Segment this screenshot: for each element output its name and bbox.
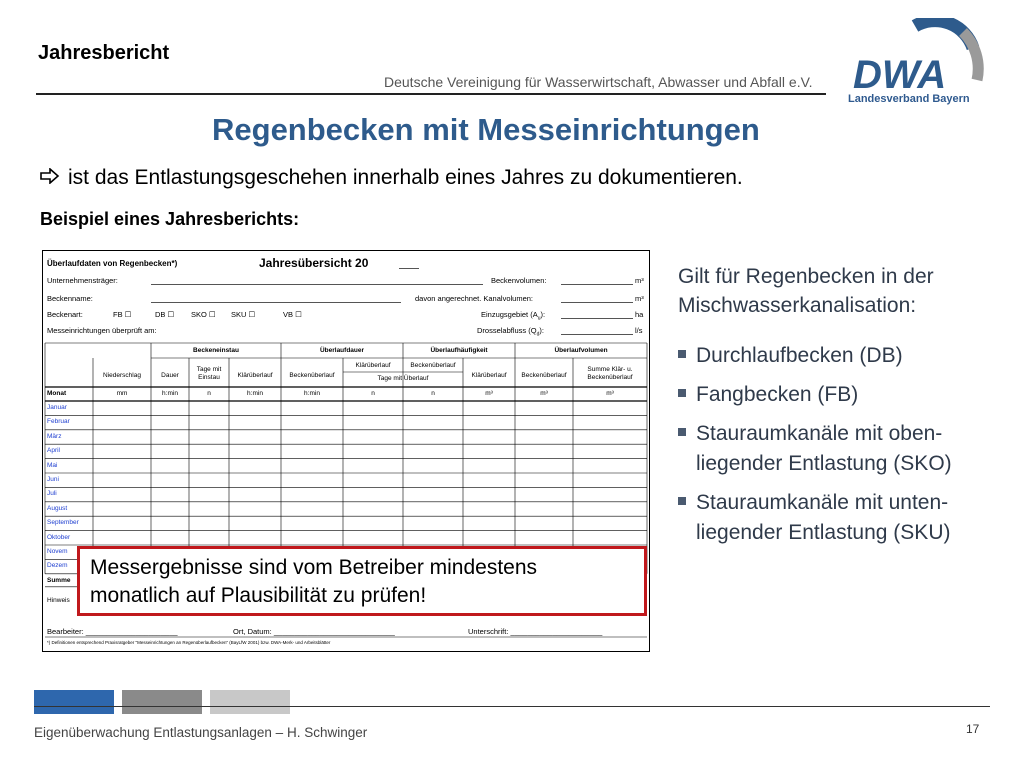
square-bullet-icon: [678, 389, 686, 397]
bearbeiter-field: Bearbeiter: ______________________: [47, 627, 178, 636]
month-row-label: Juli: [47, 490, 57, 498]
square-bullet-icon: [678, 350, 686, 358]
column-header-10: Summe Klär- u. Beckenüberlauf: [587, 366, 633, 381]
group-header-4: Überlaufvolumen: [554, 347, 608, 354]
unit-10: m³: [606, 390, 614, 397]
einzugsgebiet-label: Einzugsgebiet $(A_u)$:: [481, 310, 546, 322]
callout-line-2: monatlich auf Plausibilität zu prüfen!: [90, 584, 427, 607]
footer-bar-blue: [34, 690, 114, 714]
bullet-durchlaufbecken: Durchlaufbecken (DB): [678, 341, 903, 371]
bullet-sko: Stauraumkanäle mit oben- liegender Entlastung (SKO): [678, 419, 952, 479]
column-header-1: Niederschlag: [103, 372, 141, 379]
column-header-2: Dauer: [161, 372, 179, 379]
arrow-right-icon: [40, 167, 60, 190]
logo-lettering: DWA: [853, 53, 947, 97]
group-header-2: Überlaufdauer: [319, 347, 365, 354]
bullet-fangbecken: Fangbecken (FB): [678, 380, 858, 410]
tage-mit-ueberlauf-label: Tage mit Überlauf: [377, 375, 429, 382]
square-bullet-icon: [678, 497, 686, 505]
unit-4: h:min: [247, 390, 263, 397]
column-header-5: Beckenüberlauf: [289, 372, 335, 379]
traeger-label: Unternehmensträger:: [47, 276, 118, 285]
lead-sentence: [40, 166, 743, 190]
column-header-3: Tage mit Einstau: [196, 366, 222, 381]
group-header-1: Beckeneinstau: [193, 347, 239, 354]
month-row-label: Januar: [47, 404, 67, 411]
messeinrichtungen-label: Messeinrichtungen überprüft am:: [47, 326, 157, 335]
footer-divider: [34, 706, 990, 707]
beckenart-label: Beckenart:: [47, 310, 83, 319]
beckenvolumen-label: Beckenvolumen:: [491, 276, 547, 285]
organization-name: Deutsche Vereinigung für Wasserwirtschaft, Abwasser und Abfall e.V.: [384, 74, 813, 90]
hinweis-label: Hinweis: [47, 596, 70, 604]
applicability-line-1: Gilt für Regenbecken in der: [678, 265, 934, 288]
page-number: 17: [966, 722, 980, 736]
drossel-unit: l/s: [635, 326, 643, 335]
month-row-label: Juni: [47, 476, 59, 483]
column-header-4: Klärüberlauf: [237, 372, 273, 379]
applicability-line-2: Mischwasserkanalisation:: [678, 294, 917, 317]
type-sku: SKU ☐: [231, 310, 256, 319]
beckenvolumen-unit: m³: [635, 276, 644, 285]
unit-8: m³: [485, 390, 493, 397]
applicability-intro: [678, 262, 934, 320]
callout-line-1: Messergebnisse sind vom Betreiber mindestens: [90, 556, 538, 579]
column-header-9: Beckenüberlauf: [521, 372, 567, 379]
footer-text: Eigenüberwachung Entlastungsanlagen – H. Schwinger: [34, 725, 368, 740]
unit-7: n: [431, 390, 435, 397]
square-bullet-icon: [678, 428, 686, 436]
kanalvolumen-label: davon angerechnet. Kanalvolumen:: [415, 294, 534, 303]
footer-bar-grey: [122, 690, 202, 714]
header-divider: [36, 93, 826, 95]
slide-title: Regenbecken mit Messeinrichtungen: [212, 112, 760, 147]
summe-label: Summe: [47, 576, 71, 584]
group-header-3: Überlaufhäufigkeit: [430, 347, 488, 354]
plausibility-callout: [77, 546, 647, 616]
type-fb: FB ☐: [113, 310, 132, 319]
footer-bar-lightgrey: [210, 690, 290, 714]
month-row-label: April: [47, 447, 61, 455]
unit-9: m³: [540, 390, 548, 397]
kanalvolumen-unit: m³: [635, 294, 644, 303]
column-header-6: Klärüberlauf: [355, 362, 391, 369]
form-footnote: *) Definitionen entsprechend Praxisratgeber "Messeinrichtungen an Regenüberlaufbecken" (BayLfW 2001) bzw. DWA-Merk- und Arbeitsblätter: [47, 640, 331, 645]
einzugsgebiet-unit: ha: [635, 310, 644, 319]
logo-subtitle: Landesverband Bayern: [848, 93, 970, 105]
unit-2: h:min: [162, 390, 178, 397]
unit-6: n: [371, 390, 375, 397]
form-heading: Überlaufdaten von Regenbecken*): [47, 259, 178, 268]
unit-3: n: [207, 390, 211, 397]
month-row-label: Novem: [47, 548, 68, 555]
monat-header: Monat: [47, 390, 67, 397]
column-header-8: Klärüberlauf: [471, 372, 507, 379]
bullet-sku: Stauraumkanäle mit unten- liegender Entlastung (SKU): [678, 488, 950, 548]
month-row-label: Dezem: [47, 562, 68, 570]
month-row-label: Oktober: [47, 533, 71, 541]
month-row-label: Februar: [47, 418, 70, 426]
month-row-label: März: [47, 432, 62, 440]
example-heading: Beispiel eines Jahresberichts:: [40, 209, 300, 229]
report-header-title: Jahresbericht: [38, 42, 170, 64]
type-sko: SKO ☐: [191, 310, 216, 319]
month-row-label: August: [47, 504, 68, 512]
drossel-label: Drosselabfluss $(Q_d)$:: [477, 326, 544, 338]
beckenname-label: Beckenname:: [47, 294, 93, 303]
lead-text: ist das Entlastungsgeschehen innerhalb eines Jahres zu dokumentieren.: [68, 166, 743, 189]
form-year-title: Jahresübersicht 20: [259, 256, 369, 270]
type-vb: VB ☐: [283, 310, 302, 319]
unit-1: mm: [116, 390, 128, 397]
unit-5: h:min: [304, 390, 320, 397]
month-row-label: Mai: [47, 461, 58, 469]
month-row-label: September: [47, 519, 79, 527]
column-header-7: Beckenüberlauf: [410, 362, 456, 369]
type-db: DB ☐: [155, 310, 175, 319]
ort-datum-field: Ort, Datum: _____________________________: [233, 627, 395, 636]
unterschrift-field: Unterschrift: ______________________: [468, 627, 603, 636]
